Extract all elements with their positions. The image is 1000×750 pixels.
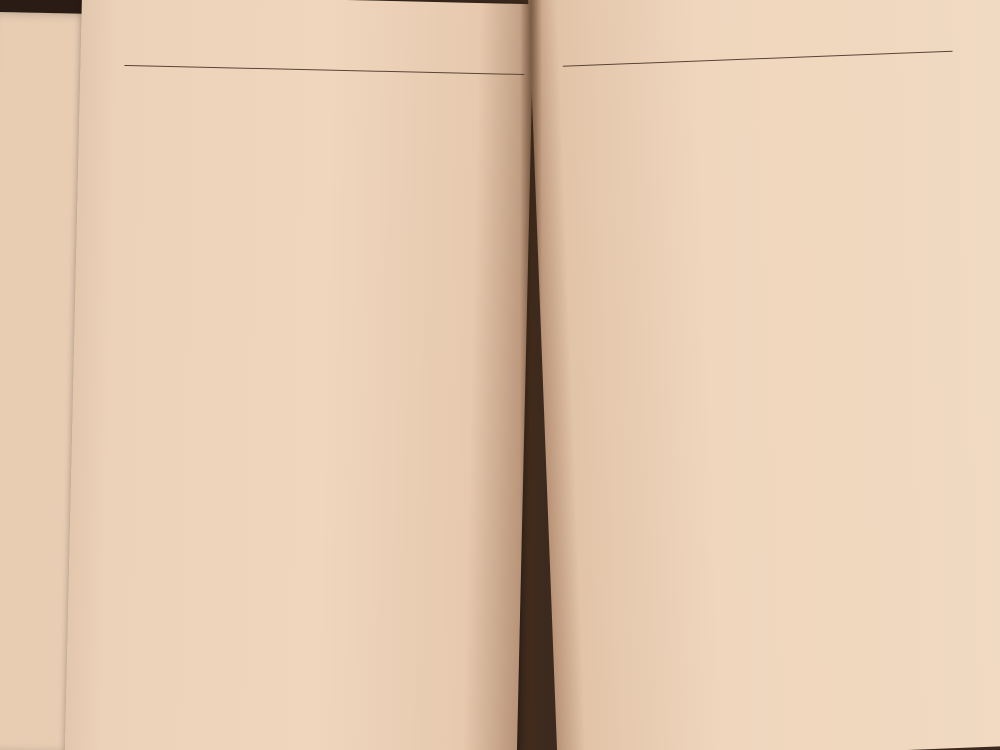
right-header-rule [563,51,953,67]
left-page [65,0,534,750]
book-gutter [520,0,542,750]
right-page [528,0,1000,750]
left-header-rule [124,65,524,75]
